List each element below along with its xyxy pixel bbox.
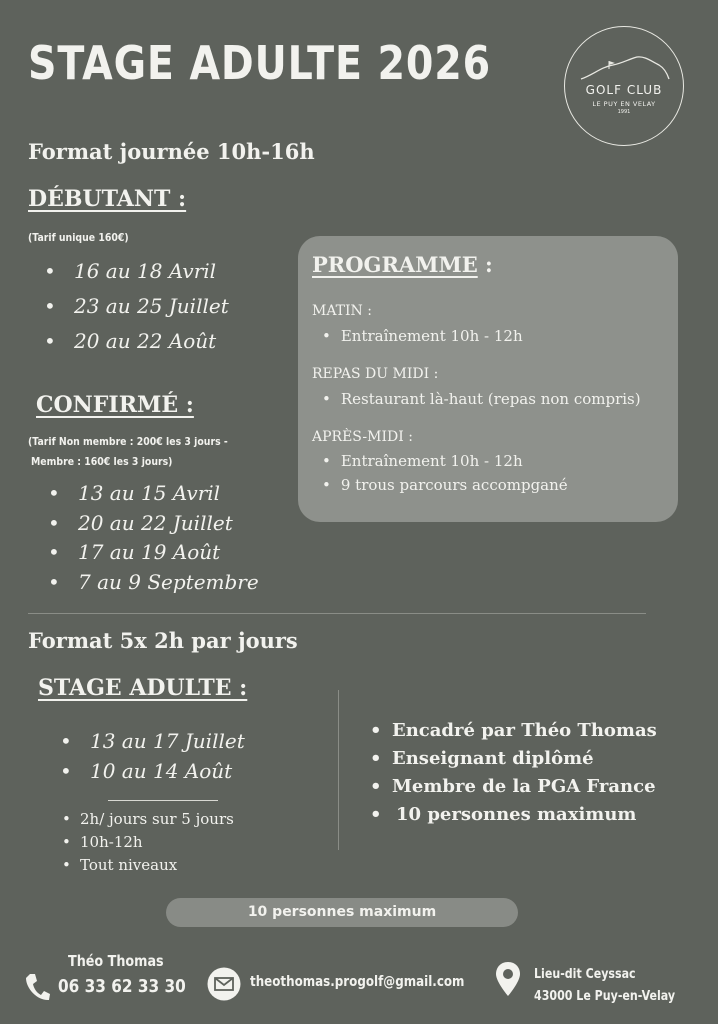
address-line-2: 43000 Le Puy-en-Velay — [534, 989, 676, 1004]
detail-item: • 10h-12h — [62, 831, 234, 854]
repas-item: • Restaurant là-haut (repas non compris) — [322, 390, 641, 408]
format-journee-heading: Format journée 10h-16h — [28, 139, 315, 164]
confirme-price-note-1: (Tarif Non membre : 200€ les 3 jours - — [28, 435, 228, 448]
confirme-price-note-2: Membre : 160€ les 3 jours) — [31, 455, 173, 468]
date-item: • 10 au 14 Août — [60, 756, 245, 786]
max-persons-badge: 10 personnes maximum — [166, 898, 518, 927]
matin-item: • Entraînement 10h - 12h — [322, 327, 523, 345]
stage-dates — [60, 726, 245, 786]
section-divider — [28, 613, 646, 614]
stage-details — [62, 808, 234, 877]
highlight-item: • Encadré par Théo Thomas — [370, 717, 657, 745]
debutant-price-note: (Tarif unique 160€) — [28, 231, 129, 244]
email-address[interactable]: theothomas.progolf@gmail.com — [250, 974, 465, 990]
matin-label: MATIN : — [312, 303, 372, 319]
golf-club-logo — [564, 26, 684, 146]
format-5x2h-heading: Format 5x 2h par jours — [28, 628, 298, 653]
programme-box — [298, 236, 678, 522]
location-pin-icon — [494, 960, 522, 998]
apres-midi-item: • 9 trous parcours accompgané — [322, 476, 568, 494]
stage-adulte-heading: STAGE ADULTE : — [38, 675, 248, 701]
highlight-item: • Enseignant diplômé — [370, 745, 657, 773]
page-title: STAGE ADULTE 2026 — [28, 36, 492, 90]
logo-name: GOLF CLUB — [585, 83, 663, 97]
address-line-1: Lieu-dit Ceyssac — [534, 967, 636, 982]
vertical-divider — [338, 690, 339, 850]
date-item: • 16 au 18 Avril — [44, 254, 229, 289]
repas-label: REPAS DU MIDI : — [312, 366, 439, 382]
confirme-heading: CONFIRMÉ : — [36, 392, 194, 418]
programme-heading: PROGRAMME : — [312, 252, 493, 277]
confirme-dates — [48, 479, 259, 597]
logo-year: 1991 — [617, 109, 631, 115]
phone-icon — [24, 972, 50, 1002]
short-divider — [108, 800, 218, 801]
highlight-item: • Membre de la PGA France — [370, 773, 657, 801]
date-item: • 20 au 22 Juillet — [48, 509, 259, 539]
date-item: • 7 au 9 Septembre — [48, 568, 259, 598]
date-item: • 20 au 22 Août — [44, 324, 229, 359]
highlights-list — [370, 717, 657, 829]
date-item: • 13 au 15 Avril — [48, 479, 259, 509]
date-item: • 23 au 25 Juillet — [44, 289, 229, 324]
detail-item: • Tout niveaux — [62, 854, 234, 877]
coach-name: Théo Thomas — [68, 952, 164, 970]
email-icon — [207, 967, 241, 1001]
apres-midi-label: APRÈS-MIDI : — [312, 429, 413, 445]
debutant-dates — [44, 254, 229, 359]
highlight-item: • 10 personnes maximum — [370, 801, 657, 829]
date-item: • 13 au 17 Juillet — [60, 726, 245, 756]
date-item: • 17 au 19 Août — [48, 538, 259, 568]
debutant-heading: DÉBUTANT : — [28, 186, 187, 212]
phone-number[interactable]: 06 33 62 33 30 — [58, 976, 186, 997]
detail-item: • 2h/ jours sur 5 jours — [62, 808, 234, 831]
mountain-icon — [579, 55, 671, 81]
logo-location: LE PUY EN VELAY — [592, 100, 656, 108]
apres-midi-item: • Entraînement 10h - 12h — [322, 452, 523, 470]
